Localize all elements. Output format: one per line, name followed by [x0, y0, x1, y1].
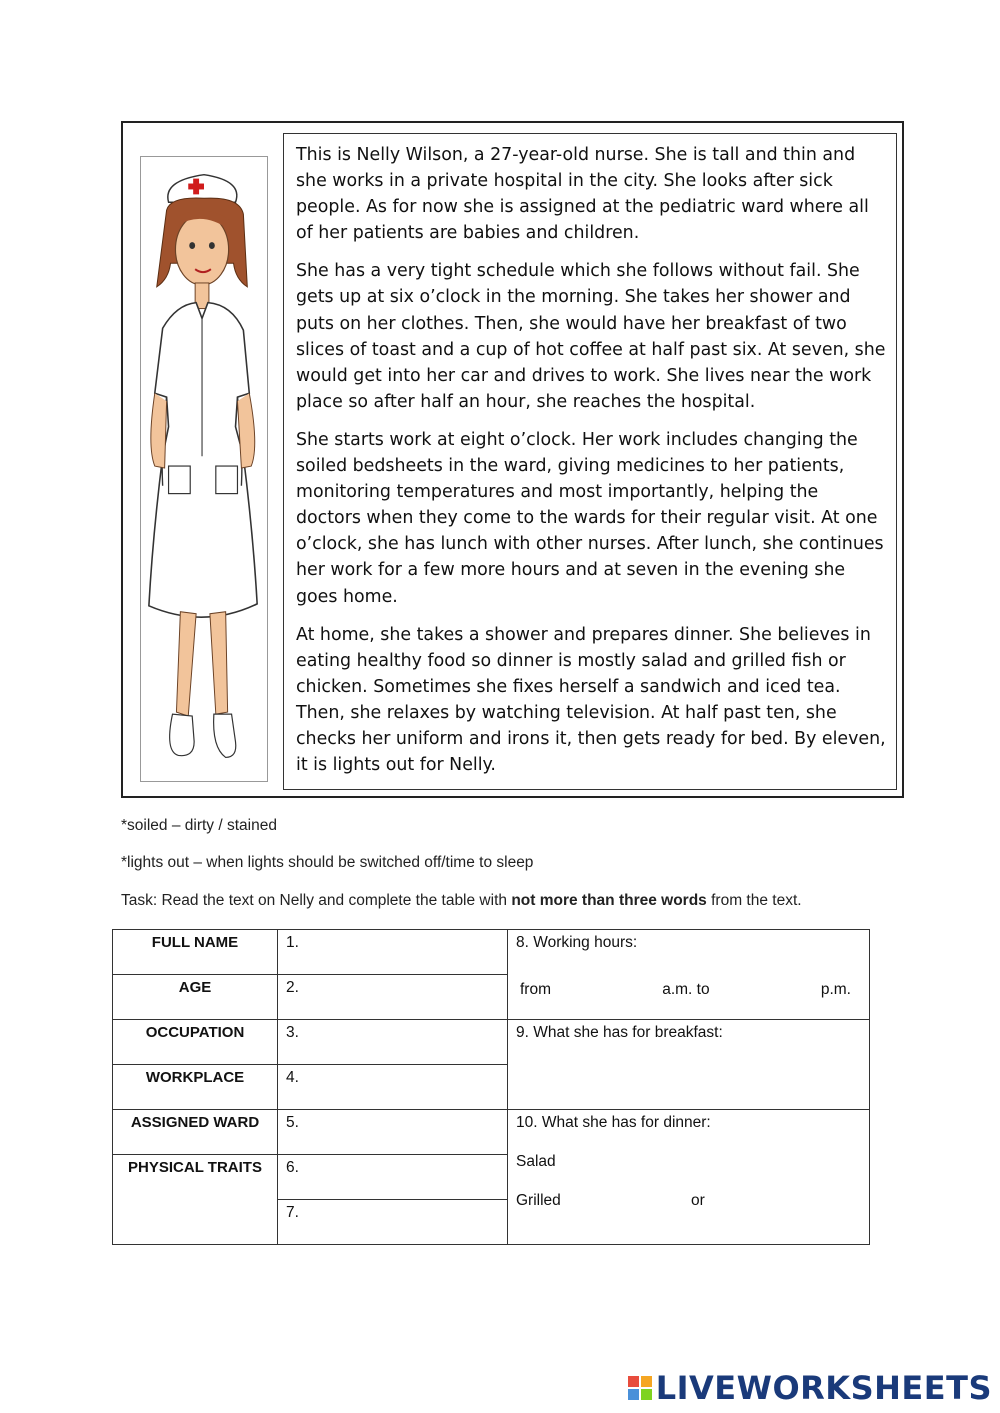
brand-text: LIVEWORKSHEETS — [655, 1369, 992, 1407]
q10-line-grilled — [516, 1192, 861, 1210]
q10-line-salad: Salad — [516, 1153, 556, 1170]
q8-am-to: a.m. to — [662, 981, 710, 998]
glossary-lights-out: *lights out – when lights should be switched off/time to sleep — [121, 854, 534, 871]
story-paragraph-3: She starts work at eight o’clock. Her work includes changing the soiled bedsheets in the ward, giving medicines to her patients, monitoring temperatures and most importantly, helping the doctors when they come to the wards for their regular visit. At one o’clock, she has lunch with other nurses. After lunch, she continues her work for a few more hours and at seven in the evening she goes home. — [296, 429, 884, 607]
nurse-illustration — [140, 156, 268, 782]
glossary-soiled: *soiled – dirty / stained — [121, 817, 277, 834]
q8-pm: p.m. — [820, 981, 851, 998]
label-assigned-ward: ASSIGNED WARD — [113, 1110, 278, 1155]
story-paragraph-4: At home, she takes a shower and prepares dinner. She believes in eating healthy food so dinner is mostly salad and grilled fish or chicken. Sometimes she fixes herself a sandwich and iced tea. Then, she relaxes by watching television. At half past ten, she checks her uniform and irons it, then gets ready for bed. By eleven, it is lights out for Nelly. — [296, 624, 886, 776]
answer-table — [112, 929, 870, 1245]
label-full-name: FULL NAME — [113, 930, 278, 975]
answer-7[interactable]: 7. — [278, 1200, 508, 1245]
table-row — [113, 1020, 870, 1065]
task-suffix: from the text. — [706, 892, 802, 909]
q8-blanks — [516, 975, 861, 999]
answer-1[interactable]: 1. — [278, 930, 508, 975]
story-paragraph-1: This is Nelly Wilson, a 27-year-old nurse. She is tall and thin and she works in a private hospital in the city. She looks after sick people. As for now she is assigned at the pediatric ward where all of her patients are babies and children. — [296, 145, 869, 244]
task-instruction — [121, 892, 802, 910]
story-paragraph-2: She has a very tight schedule which she follows without fail. She gets up at six o’clock in the morning. She takes her shower and puts on her clothes. Then, she would have her breakfast of two slices of toast and a cup of hot coffee at half past six. At seven, she would get into her car and drives to work. She lives near the work place so after half an hour, she reaches the hospital. — [296, 261, 886, 412]
label-workplace: WORKPLACE — [113, 1065, 278, 1110]
question-10-dinner[interactable] — [508, 1110, 870, 1245]
label-physical-traits: PHYSICAL TRAITS — [113, 1155, 278, 1245]
liveworksheets-logo — [627, 1369, 992, 1407]
question-8-working-hours[interactable] — [508, 930, 870, 1020]
answer-4[interactable]: 4. — [278, 1065, 508, 1110]
label-age: AGE — [113, 975, 278, 1020]
nurse-drawing — [141, 157, 267, 781]
answer-6[interactable]: 6. — [278, 1155, 508, 1200]
q10-or: or — [691, 1192, 705, 1209]
liveworksheets-icon — [627, 1375, 653, 1401]
answer-5[interactable]: 5. — [278, 1110, 508, 1155]
q8-title: 8. Working hours: — [516, 934, 638, 951]
label-occupation: OCCUPATION — [113, 1020, 278, 1065]
q10-title: 10. What she has for dinner: — [516, 1114, 711, 1131]
q8-from: from — [520, 981, 551, 998]
table-row — [113, 1110, 870, 1155]
task-emphasis: not more than three words — [511, 892, 707, 909]
story-text — [283, 133, 897, 790]
table-row — [113, 930, 870, 975]
q10-grilled: Grilled — [516, 1192, 561, 1209]
answer-3[interactable]: 3. — [278, 1020, 508, 1065]
task-prefix: Task: Read the text on Nelly and complete the table with — [121, 892, 512, 909]
answer-2[interactable]: 2. — [278, 975, 508, 1020]
question-9-breakfast[interactable] — [508, 1020, 870, 1110]
q9-title: 9. What she has for breakfast: — [516, 1024, 723, 1041]
